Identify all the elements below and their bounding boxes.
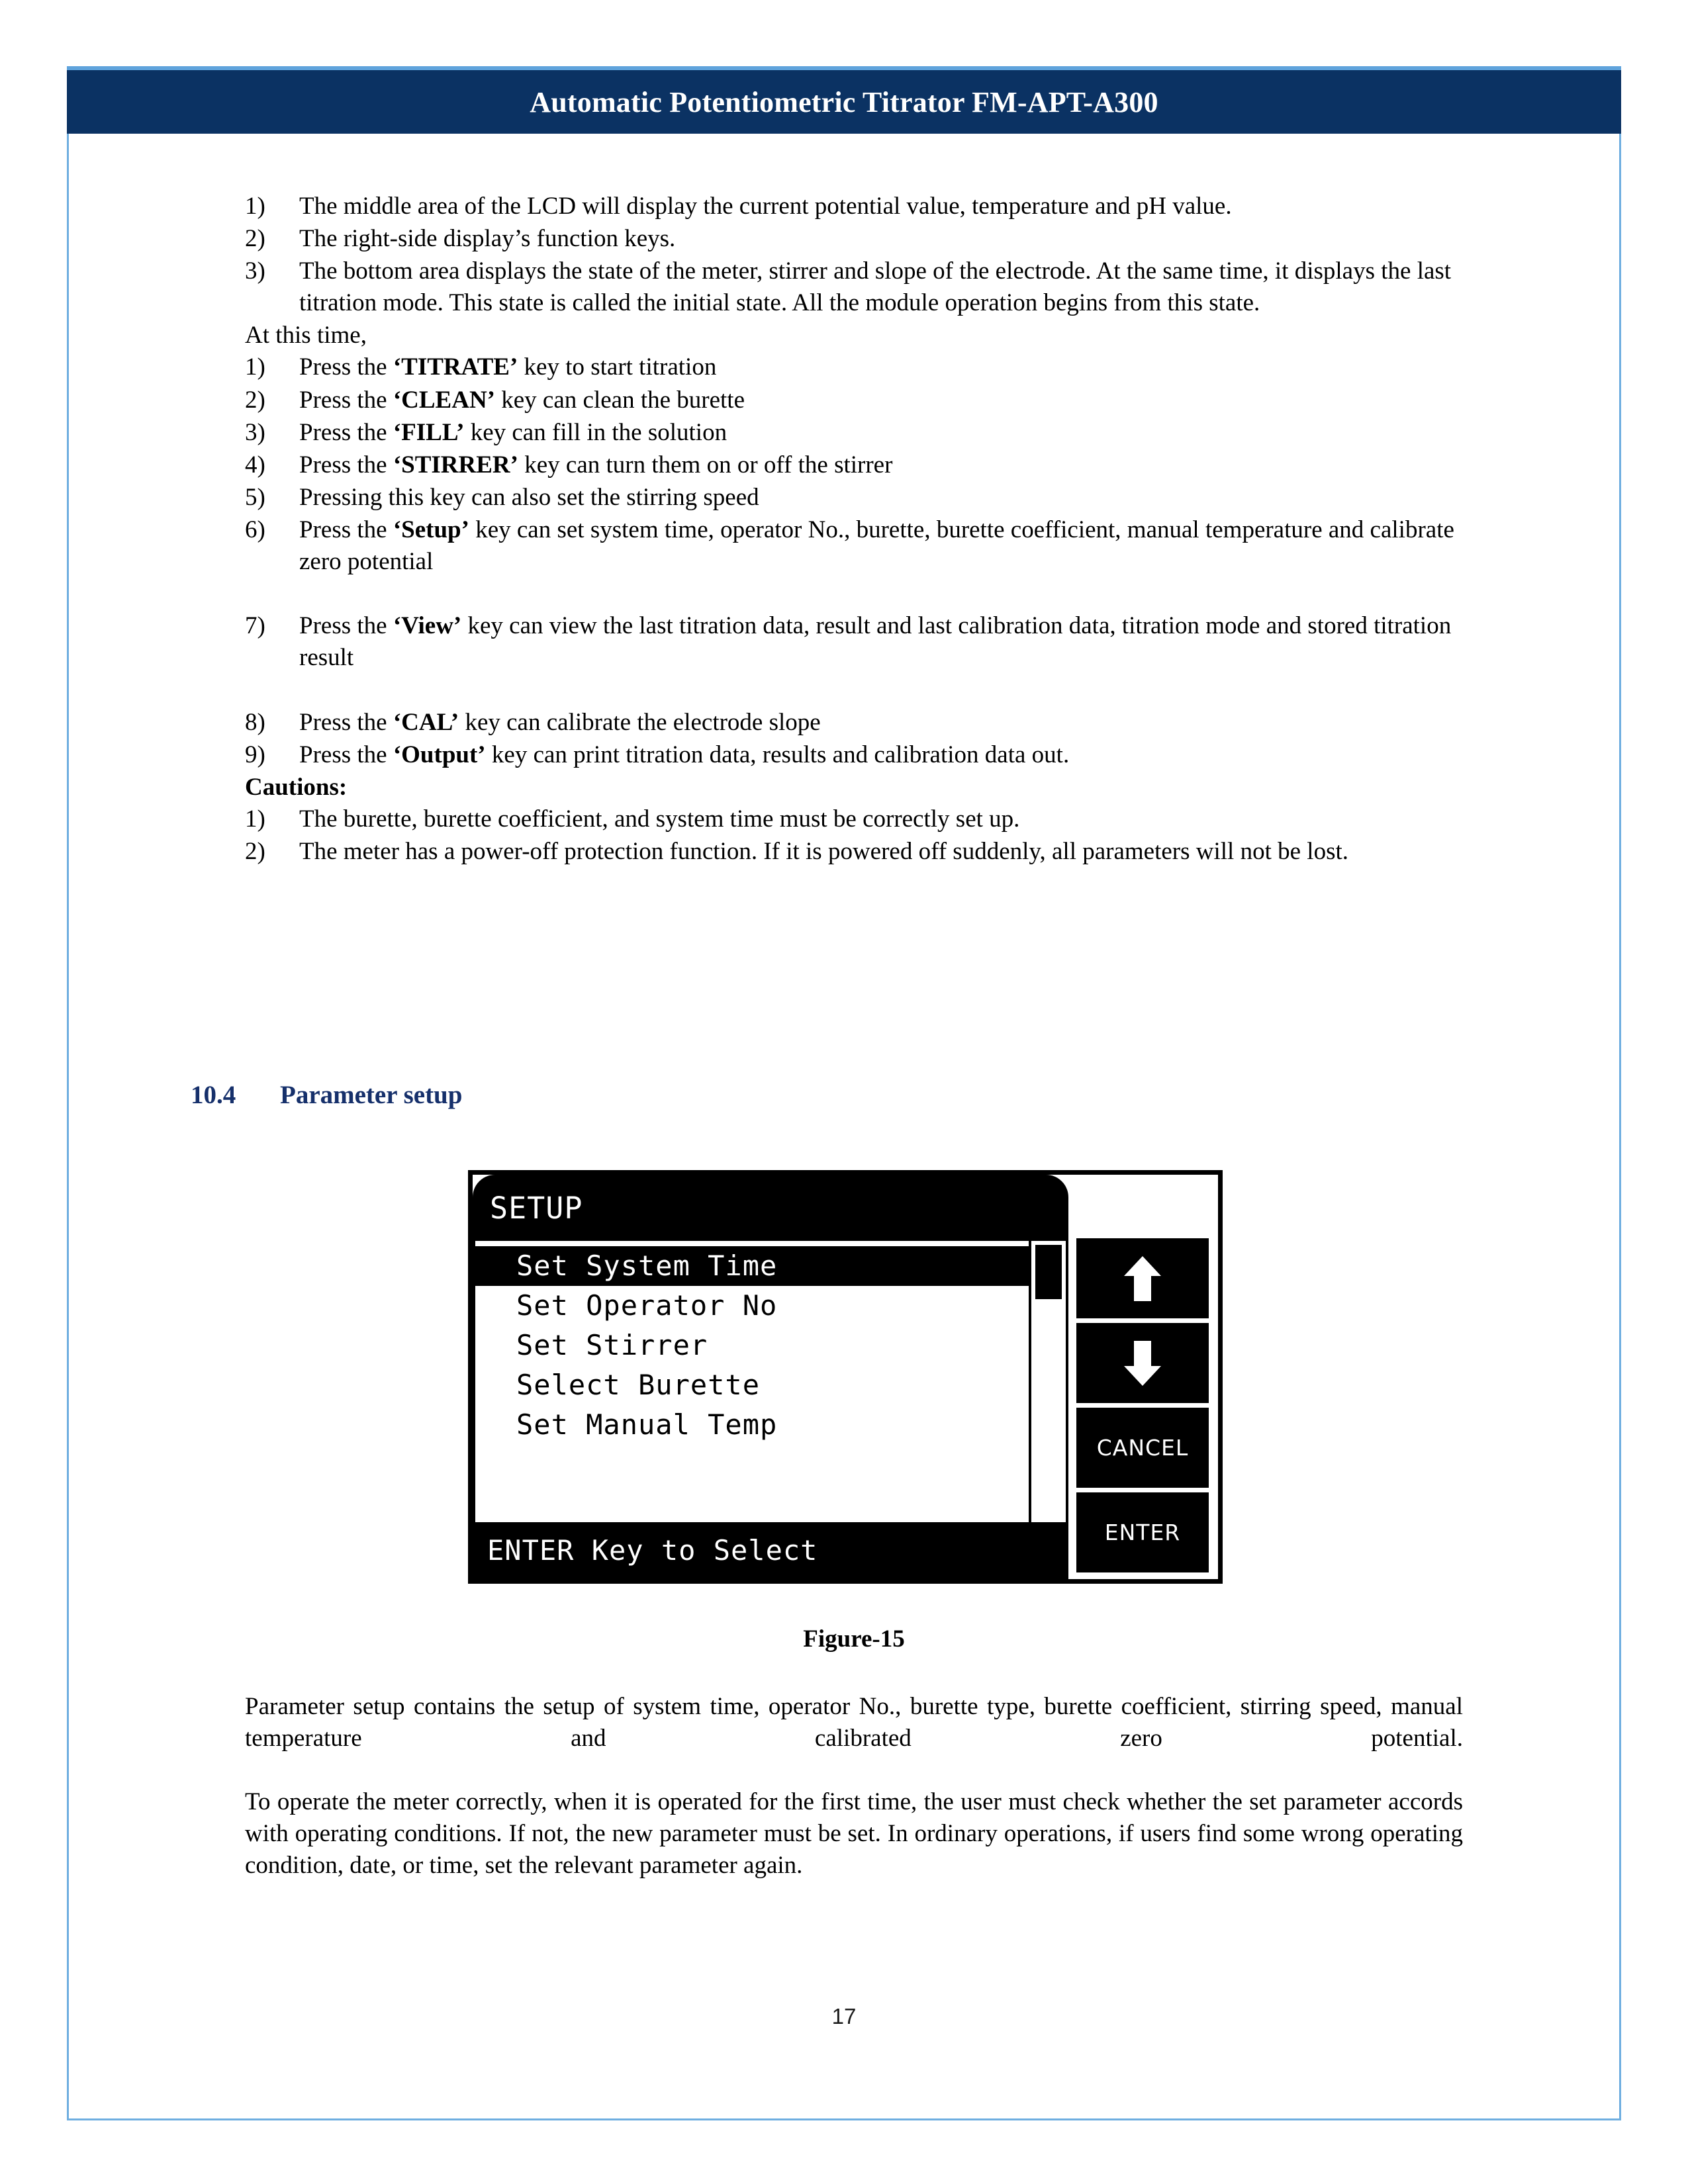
action-prefix: Press the bbox=[299, 741, 393, 768]
list-item-number: 1) bbox=[245, 353, 265, 381]
lcd-scrollbar[interactable] bbox=[1029, 1241, 1066, 1522]
list-item-number: 8) bbox=[245, 708, 265, 736]
paragraph: Parameter setup contains the setup of system time, operator No., burette type, burette coefficient, stirring speed, manual temperature and calibrated zero potential. bbox=[245, 1693, 1463, 1752]
list-item-text bbox=[299, 419, 727, 446]
action-suffix: key can set system time, operator No., burette, burette coefficient, manual temperature and calibrate zero potential bbox=[299, 516, 1454, 576]
lcd-function-keys bbox=[1068, 1175, 1218, 1579]
list-item-text bbox=[299, 353, 716, 381]
list-item-number: 2) bbox=[245, 837, 265, 865]
list-item-number: 5) bbox=[245, 483, 265, 511]
action-key-name: ‘TITRATE’ bbox=[393, 353, 518, 381]
list-item bbox=[245, 610, 1463, 705]
list-item-text: The middle area of the LCD will display the current potential value, temperature and pH value. bbox=[299, 193, 1232, 220]
figure-caption: Figure-15 bbox=[803, 1625, 905, 1653]
list-item bbox=[245, 836, 1463, 899]
list-item-number: 4) bbox=[245, 451, 265, 478]
list-item-text: The burette, burette coefficient, and system time must be correctly set up. bbox=[299, 805, 1020, 833]
document-title: Automatic Potentiometric Titrator FM-APT-A300 bbox=[530, 85, 1158, 118]
page-number: 17 bbox=[831, 2004, 857, 2028]
list-item-text bbox=[299, 484, 759, 511]
action-prefix: Pressing this key can also set the stirring speed bbox=[299, 483, 759, 511]
lcd-scrollbar-thumb[interactable] bbox=[1035, 1245, 1062, 1299]
list-item bbox=[245, 351, 1463, 383]
lcd-footer-hint: ENTER Key to Select bbox=[487, 1534, 818, 1567]
arrow-up-icon bbox=[1122, 1253, 1163, 1304]
action-suffix: key can fill in the solution bbox=[464, 418, 727, 446]
section-number: 10.4 bbox=[191, 1081, 236, 1109]
list-item-number: 7) bbox=[245, 612, 265, 640]
paragraph: To operate the meter correctly, when it is operated for the first time, the user must check whether the set parameter accords with operating conditions. If not, the new parameter must be set. In ordinary operations, if users find some wrong operating condition, date, or time, set the relevant parameter again. bbox=[245, 1788, 1463, 1880]
lcd-title-bar bbox=[473, 1175, 1068, 1241]
action-suffix: key can print titration data, results and calibration data out. bbox=[485, 741, 1070, 768]
list-item bbox=[245, 255, 1463, 319]
cancel-key[interactable]: CANCEL bbox=[1076, 1408, 1209, 1488]
action-suffix: key can clean the burette bbox=[495, 386, 745, 414]
list-item bbox=[245, 385, 1463, 416]
list-item bbox=[245, 417, 1463, 449]
action-key-name: ‘Setup’ bbox=[393, 516, 469, 543]
action-prefix: Press the bbox=[299, 386, 393, 414]
display-notes-list bbox=[245, 191, 1463, 319]
lcd-setup-screen-figure bbox=[468, 1170, 1223, 1584]
list-item-number: 1) bbox=[245, 805, 265, 833]
main-content bbox=[245, 191, 1463, 900]
closing-paragraphs bbox=[245, 1691, 1463, 1882]
action-prefix: Press the bbox=[299, 353, 393, 381]
down-arrow-key[interactable] bbox=[1076, 1323, 1209, 1403]
list-item-text: The bottom area displays the state of the meter, stirrer and slope of the electrode. At the same time, it displays the last titration mode. This state is called the initial state. All the module operation begins from this state. bbox=[299, 257, 1452, 317]
action-key-name: ‘CAL’ bbox=[393, 708, 459, 736]
action-key-name: ‘FILL’ bbox=[393, 418, 465, 446]
list-item-text bbox=[299, 612, 1463, 703]
list-item bbox=[245, 223, 1463, 255]
list-item-text bbox=[299, 451, 892, 478]
action-prefix: Press the bbox=[299, 612, 393, 640]
list-item bbox=[245, 482, 1463, 514]
at-this-time-label: At this time, bbox=[245, 322, 367, 349]
list-item-number: 2) bbox=[245, 225, 265, 253]
list-item bbox=[245, 191, 1463, 222]
cautions-heading: Cautions: bbox=[245, 773, 348, 801]
section-title: Parameter setup bbox=[280, 1081, 463, 1109]
list-item-text bbox=[299, 741, 1069, 768]
list-item-number: 2) bbox=[245, 386, 265, 414]
lcd-menu-item-set-operator-no[interactable]: Set Operator No bbox=[516, 1289, 778, 1322]
action-suffix: key can view the last titration data, result and last calibration data, titration mode and stored titration result bbox=[299, 612, 1452, 672]
list-item-number: 1) bbox=[245, 193, 265, 220]
list-item-text bbox=[299, 387, 745, 414]
list-item-text: The right-side display’s function keys. bbox=[299, 225, 676, 253]
cautions-list bbox=[245, 803, 1463, 899]
list-item bbox=[245, 803, 1463, 835]
list-item bbox=[245, 449, 1463, 481]
key-actions-list bbox=[245, 351, 1463, 770]
list-item-number: 3) bbox=[245, 418, 265, 446]
list-item-number: 9) bbox=[245, 741, 265, 768]
lcd-menu-item-set-stirrer[interactable]: Set Stirrer bbox=[516, 1329, 708, 1361]
up-arrow-key[interactable] bbox=[1076, 1238, 1209, 1318]
action-key-name: ‘View’ bbox=[393, 612, 462, 640]
lcd-menu-list bbox=[475, 1241, 1029, 1522]
list-item bbox=[245, 514, 1463, 610]
action-prefix: Press the bbox=[299, 451, 393, 478]
lcd-screen bbox=[473, 1175, 1068, 1579]
document-header-banner bbox=[67, 66, 1621, 134]
action-key-name: ‘STIRRER’ bbox=[393, 451, 518, 478]
list-item bbox=[245, 739, 1463, 771]
lcd-title: SETUP bbox=[490, 1190, 583, 1226]
list-item-number: 3) bbox=[245, 257, 265, 285]
list-item-text bbox=[299, 516, 1463, 607]
lcd-menu-item-set-manual-temp[interactable]: Set Manual Temp bbox=[516, 1408, 778, 1441]
list-item-text: The meter has a power-off protection function. If it is powered off suddenly, all parameters will not be lost. bbox=[299, 837, 1349, 865]
action-prefix: Press the bbox=[299, 708, 393, 736]
action-prefix: Press the bbox=[299, 418, 393, 446]
action-prefix: Press the bbox=[299, 516, 393, 543]
lcd-menu-item-set-system-time[interactable]: Set System Time bbox=[475, 1246, 1029, 1286]
action-suffix: key to start titration bbox=[518, 353, 717, 381]
section-heading bbox=[191, 1080, 462, 1110]
enter-key[interactable]: ENTER bbox=[1076, 1492, 1209, 1572]
list-item bbox=[245, 707, 1463, 739]
list-item-number: 6) bbox=[245, 516, 265, 543]
arrow-down-icon bbox=[1122, 1338, 1163, 1388]
lcd-menu-item-select-burette[interactable]: Select Burette bbox=[516, 1369, 761, 1401]
action-key-name: ‘Output’ bbox=[393, 741, 486, 768]
action-suffix: key can turn them on or off the stirrer bbox=[518, 451, 893, 478]
list-item-text bbox=[299, 709, 821, 736]
action-suffix: key can calibrate the electrode slope bbox=[459, 708, 821, 736]
lcd-footer-bar bbox=[473, 1522, 1068, 1579]
action-key-name: ‘CLEAN’ bbox=[393, 386, 495, 414]
